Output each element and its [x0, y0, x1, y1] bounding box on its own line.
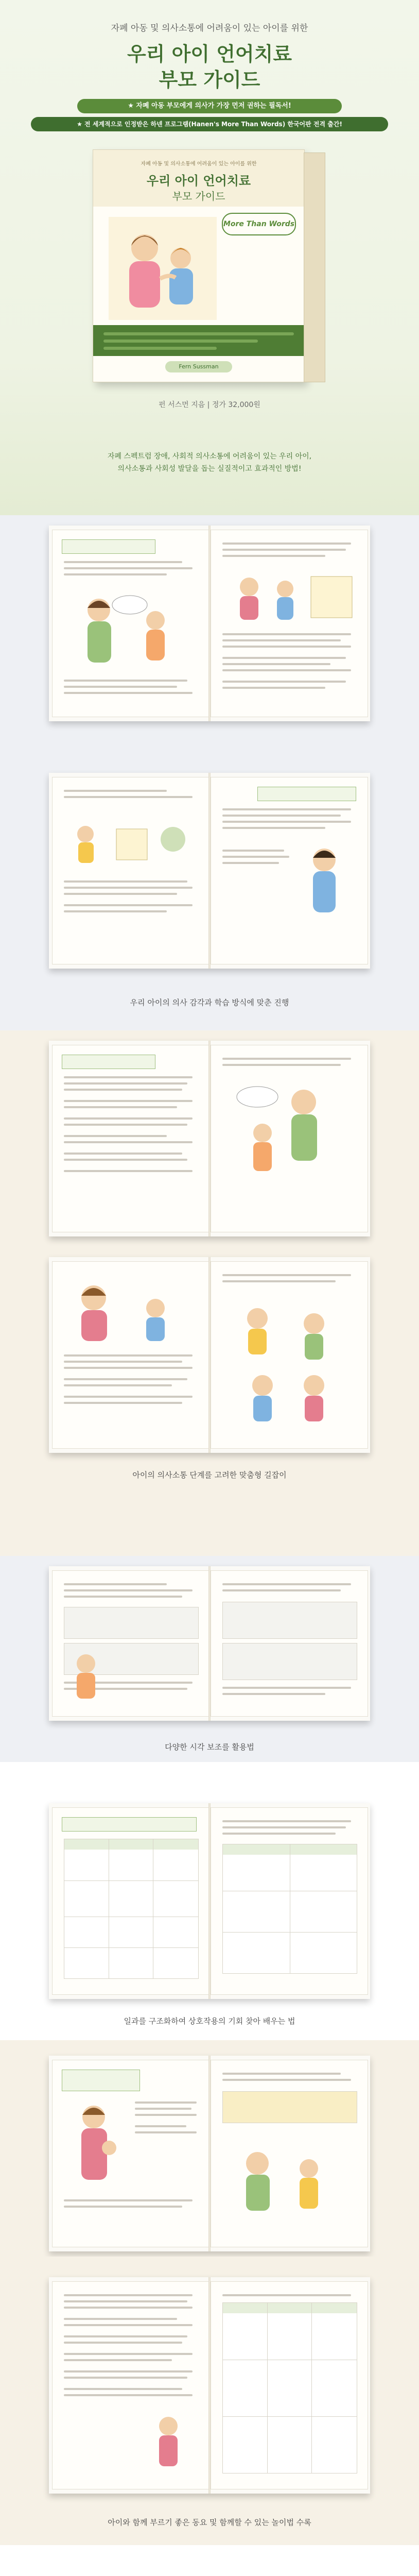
book-author: Fern Sussman	[165, 361, 232, 372]
header-subtitle: 자폐 아동 및 의사소통에 어려움이 있는 아이를 위한	[111, 23, 308, 33]
spread-5b	[49, 2277, 370, 2494]
illustration-singing	[226, 2132, 350, 2225]
tag-recommend: ★ 자폐 아동 부모에게 의사가 가장 먼저 권하는 필독서!	[77, 99, 342, 113]
spread-1a	[49, 526, 370, 721]
book-logo: More Than Words	[222, 213, 296, 235]
illustration-play	[223, 566, 357, 623]
book-cover	[93, 149, 326, 381]
page-right	[211, 530, 368, 717]
illustration-father-child	[226, 1076, 350, 1190]
intro-line1: 자폐 스펙트럼 장애, 사회적 의사소통에 어려움이 있는 우리 아이,	[107, 452, 312, 461]
book-illustration	[109, 217, 217, 320]
caption-4: 일과를 구조화하여 상호작용의 기회 찾아 배우는 법	[124, 2016, 295, 2026]
illustration-child	[293, 839, 355, 932]
intro-line2: 의사소통과 사회성 발달을 돕는 실질적이고 효과적인 방법!	[117, 465, 302, 473]
page-left	[52, 530, 210, 717]
caption-3: 다양한 시각 보조를 활용법	[165, 1742, 254, 1752]
illustration-girl	[140, 2411, 197, 2478]
book-spine	[304, 152, 325, 382]
illustration-mother	[63, 1272, 197, 1344]
illustration-mother-child	[68, 584, 191, 672]
illustration-mother-hug	[63, 2096, 130, 2189]
tag-hanen: ★ 전 세계적으로 인정받은 하넨 프로그램(Hanen's More Than Words) 한국어판 전격 출간!	[31, 117, 388, 131]
book-subtitle: 자폐 아동 및 의사소통에 어려움이 있는 아이를 위한	[141, 161, 257, 167]
song-table	[222, 2302, 357, 2473]
illustration-toys	[65, 808, 199, 870]
spread-2b	[49, 1257, 370, 1453]
caption-5: 아이와 함께 부르기 좋은 동요 및 함께할 수 있는 놀이법 수록	[108, 2518, 311, 2527]
book-title-line1: 우리 아이 언어치료	[146, 173, 251, 188]
book-band	[93, 325, 304, 356]
book-meta: 펀 서스먼 지음 | 정가 32,000원	[159, 401, 260, 409]
header-title-line1: 우리 아이 언어치료	[127, 42, 292, 65]
visual-schedule	[222, 1602, 357, 1639]
illustration-comic	[226, 1293, 350, 1427]
spread-5a	[49, 2056, 370, 2251]
spread-1b	[49, 773, 370, 969]
spread-2a	[49, 1041, 370, 1236]
illustration-kid	[63, 1648, 109, 1705]
spread-4	[49, 1803, 370, 1999]
picture-card-row	[64, 1607, 199, 1639]
caption-1: 우리 아이의 의사 감각과 학습 방식에 맞춘 진행	[130, 998, 289, 1007]
bottom-illustration	[67, 2555, 355, 2576]
book-front	[93, 149, 305, 382]
bus-picture	[222, 2091, 357, 2123]
spread-3	[49, 1566, 370, 1721]
routine-table	[64, 1839, 199, 1979]
caption-2: 아이의 의사소통 단계를 고려한 맞춤형 길잡이	[132, 1470, 287, 1480]
activity-table	[222, 1844, 357, 1974]
header-title-line2: 부모 가이드	[159, 68, 260, 91]
book-title-line2: 부모 가이드	[172, 190, 225, 202]
